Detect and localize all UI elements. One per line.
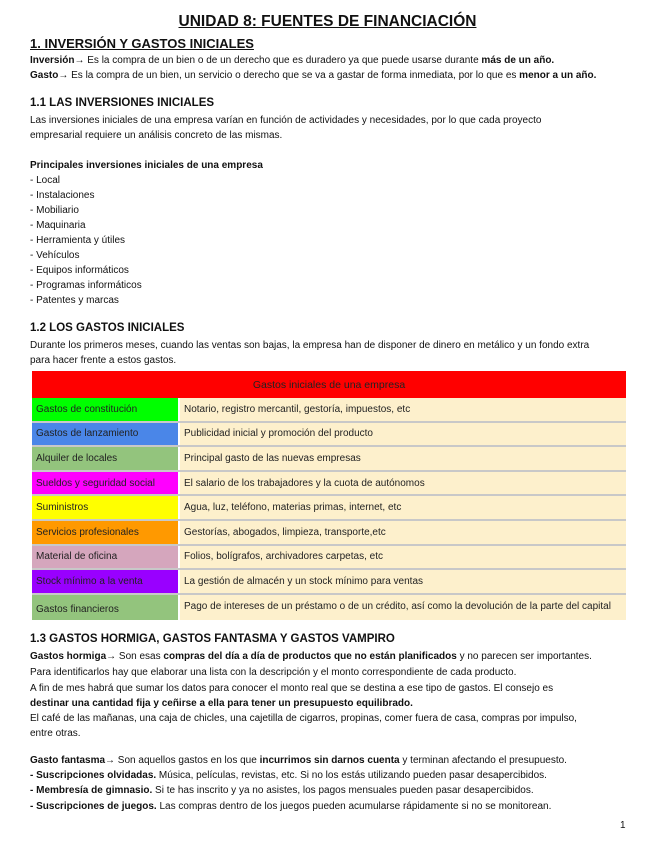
section-1-3-heading: 1.3 GASTOS HORMIGA, GASTOS FANTASMA Y GASTOS VAMPIRO xyxy=(30,633,395,645)
paragraph: Durante los primeros meses, cuando las ventas son bajas, la empresa han de disponer de dinero en metálico y un fondo extra xyxy=(30,340,590,351)
list-item: - Programas informáticos xyxy=(30,280,142,291)
paragraph: Las inversiones iniciales de una empresa varían en función de actividades y necesidades, por lo que cada proyecto xyxy=(30,115,542,126)
initial-expenses-table xyxy=(32,371,626,620)
expense-description-cell: La gestión de almacén y un stock mínimo para ventas xyxy=(179,569,626,594)
list-item: - Mobiliario xyxy=(30,205,79,216)
table-row xyxy=(32,495,626,520)
section-1-1-heading: 1.1 LAS INVERSIONES INICIALES xyxy=(30,97,215,109)
page-number: 1 xyxy=(620,820,626,831)
table-row xyxy=(32,520,626,545)
expense-name-cell: Alquiler de locales xyxy=(32,446,179,471)
section-1-2-heading: 1.2 LOS GASTOS INICIALES xyxy=(30,322,185,334)
list-item: - Local xyxy=(30,175,61,186)
list-item: - Herramienta y útiles xyxy=(30,235,126,246)
paragraph: entre otras. xyxy=(30,728,81,739)
paragraph: El café de las mañanas, una caja de chicles, una cajetilla de cigarros, propinas, comer fuera de casa, compras por impulso, xyxy=(30,713,577,724)
paragraph: para hacer frente a estos gastos. xyxy=(30,355,177,366)
expense-description-cell: Principal gasto de las nuevas empresas xyxy=(179,446,626,471)
investments-list xyxy=(30,173,142,308)
inversion-definition: Inversión→ Es la compra de un bien o de un derecho que es duradero ya que puede usarse durante más de un año. xyxy=(30,55,555,66)
expense-name-cell: Servicios profesionales xyxy=(32,520,179,545)
expense-description-cell: Gestorías, abogados, limpieza, transporte,etc xyxy=(179,520,626,545)
paragraph: A fin de mes habrá que sumar los datos para conocer el monto real que se destina a ese tipo de gastos. El consejo es xyxy=(30,683,554,694)
list-item: - Vehículos xyxy=(30,250,80,261)
list-item: - Equipos informáticos xyxy=(30,265,129,276)
table-row xyxy=(32,545,626,570)
list-item: - Instalaciones xyxy=(30,190,95,201)
list-item: - Patentes y marcas xyxy=(30,295,119,306)
expense-description-cell: Pago de intereses de un préstamo o de un crédito, así como la devolución de la parte del capital xyxy=(179,594,626,620)
bullet-item: - Membresía de gimnasio. Si te has inscrito y ya no asistes, los pagos mensuales pueden pasar desapercibidos. xyxy=(30,785,534,796)
expense-description-cell: Publicidad inicial y promoción del producto xyxy=(179,422,626,447)
table-header: Gastos iniciales de una empresa xyxy=(32,371,626,398)
expense-name-cell: Gastos de lanzamiento xyxy=(32,422,179,447)
expense-name-cell: Material de oficina xyxy=(32,545,179,570)
list-item: - Maquinaria xyxy=(30,220,86,231)
section-1-heading: 1. INVERSIÓN Y GASTOS INICIALES xyxy=(30,36,254,51)
list-title: Principales inversiones iniciales de una empresa xyxy=(30,160,263,171)
table-row xyxy=(32,446,626,471)
bullet-item: - Suscripciones de juegos. Las compras dentro de los juegos pueden acumularse rápidamente si no se monitorean. xyxy=(30,801,552,812)
expense-name-cell: Sueldos y seguridad social xyxy=(32,471,179,496)
expense-description-cell: El salario de los trabajadores y la cuota de autónomos xyxy=(179,471,626,496)
paragraph: destinar una cantidad fija y ceñirse a ella para tener un presupuesto equilibrado. xyxy=(30,698,413,709)
table-row xyxy=(32,422,626,447)
gasto-fantasma-definition: Gasto fantasma→ Son aquellos gastos en los que incurrimos sin darnos cuenta y terminan afectando el presupuesto. xyxy=(30,755,567,766)
table-row xyxy=(32,398,626,422)
table-row xyxy=(32,569,626,594)
expense-name-cell: Stock mínimo a la venta xyxy=(32,569,179,594)
gasto-definition: Gasto→ Es la compra de un bien, un servicio o derecho que se va a gastar de forma inmediata, por lo que es menor a un año. xyxy=(30,70,597,81)
bullet-item: - Suscripciones olvidadas. Música, películas, revistas, etc. Si no los estás utilizando pueden pasar desapercibidos. xyxy=(30,770,547,781)
paragraph: Para identificarlos hay que elaborar una lista con la descripción y el monto correspondiente de cada producto. xyxy=(30,667,517,678)
expense-name-cell: Gastos de constitución xyxy=(32,398,179,422)
document-title: UNIDAD 8: FUENTES DE FINANCIACIÓN xyxy=(178,13,477,30)
expense-name-cell: Gastos financieros xyxy=(32,594,179,620)
expense-description-cell: Folios, bolígrafos, archivadores carpetas, etc xyxy=(179,545,626,570)
expense-name-cell: Suministros xyxy=(32,495,179,520)
gastos-hormiga-definition: Gastos hormiga→ Son esas compras del día a día de productos que no están planificados y no parecen ser importantes. xyxy=(30,651,592,662)
table-row xyxy=(32,594,626,620)
expense-description-cell: Agua, luz, teléfono, materias primas, internet, etc xyxy=(179,495,626,520)
paragraph: empresarial requiere un análisis concreto de las mismas. xyxy=(30,130,283,141)
table-row xyxy=(32,471,626,496)
expense-description-cell: Notario, registro mercantil, gestoría, impuestos, etc xyxy=(179,398,626,422)
